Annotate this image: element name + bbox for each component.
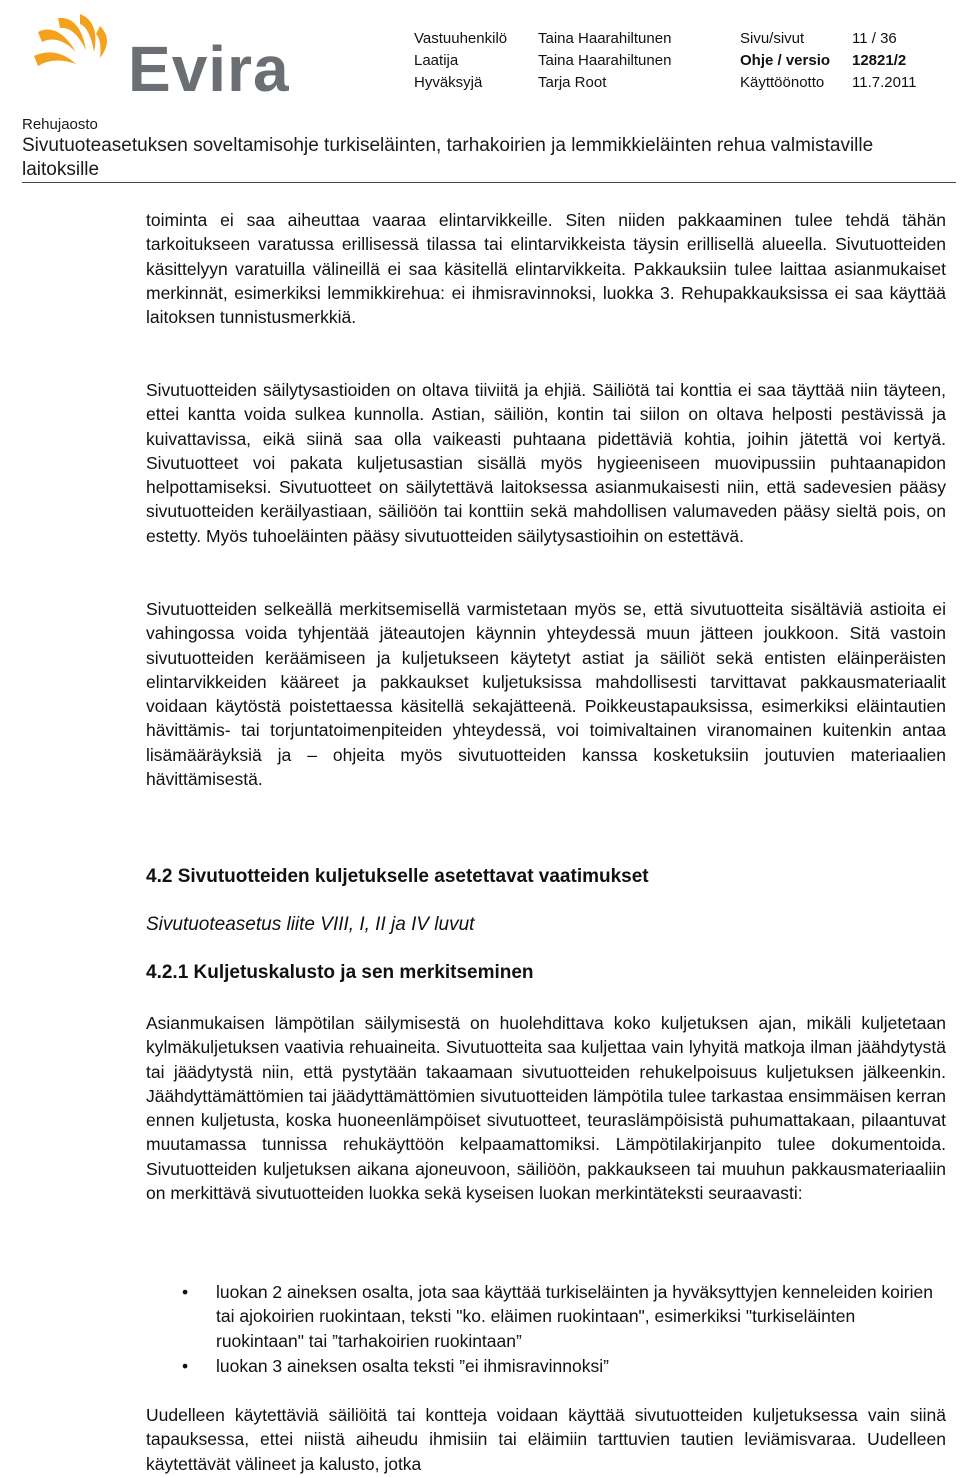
legal-reference: Sivutuoteasetus liite VIII, I, II ja IV luvut: [146, 914, 475, 935]
meta-label-responsible: Vastuuhenkilö: [414, 30, 508, 47]
paragraph-reusable-containers: Uudelleen käytettäviä säiliöitä tai kontteja voidaan käyttää sivutuotteiden kuljetuksessa vain siinä tapauksessa, ettei niistä aiheudu ihmisiin tai eläimiin tarttuvien tautien leviämisvaraa. Uudelleen käytettävät välineet ja kalusto, jotka: [146, 1405, 946, 1474]
bullet-icon: •: [182, 1355, 189, 1376]
document-title: Sivutuoteasetuksen soveltamisohje turkiseläinten, tarhakoirien ja lemmikkieläinten rehua valmistaville laitoksille: [22, 135, 874, 180]
paragraph-marking: Sivutuotteiden selkeällä merkitsemisellä varmistetaan myös se, että sivutuotteita sisältäviä astioita ei vahingossa voida tyhjentää jäteautojen käynnin yhteydessä muun jätteen joukkoon. Sitä vastoin sivutuotteiden keräämiseen ja kuljetukseen käytetyt astiat ja säiliöt sekä entisten eläinperäisten elintarvikkeiden kääreet ja pakkaukset kuljetuksissa mahdollisesti tarvittavat pakkausmateriaalit voidaan käytöstä poistettaessa käsitellä sekajätteenä. Poikkeustapauksissa, esimerkiksi eläintautien hävittämis- tai torjuntatoimenpiteiden yhteydessä, voi toimivaltainen viranomainen kuitenkin antaa lisämääräyksiä ja – ohjeita myös sivutuotteiden kanssa kosketuksiin joutuvien materiaalien hävittämisestä.: [146, 599, 946, 790]
meta-value-effective: 11.7.2011: [852, 74, 917, 91]
department: Rehujaosto: [22, 116, 98, 133]
meta-value-approver: Tarja Root: [538, 74, 607, 91]
meta-value-responsible: Taina Haarahiltunen: [538, 30, 672, 47]
bullet-icon: •: [182, 1282, 189, 1302]
label-text-list: [146, 1280, 946, 1379]
meta-labels: [414, 28, 507, 94]
meta-value-author: Taina Haarahiltunen: [538, 52, 672, 69]
meta-label-author: Laatija: [414, 52, 459, 69]
sun-icon: [28, 12, 128, 94]
meta-value-pages: 11 / 36: [852, 30, 897, 47]
logo-wordmark: Evira: [128, 33, 290, 105]
paragraph-transport: Asianmukaisen lämpötilan säilymisestä on huolehdittava koko kuljetuksen ajan, mikäli kuljetetaan kylmäkuljetuksen vaativia rehuaineita. Sivutuotteita saa kuljettaa vain lyhyitä matkoja ilman jäähdytystä tai jäädytystä niin, että pystytään takaamaan sivutuotteiden rehukelpoisuus kuljetuksen jälkeenkin. Jäähdyttämättömien tai jäädyttämättömien sivutuotteiden lämpötila tulee tarkastaa ensimmäisen kerran ennen kuljetusta, koska huoneenlämpöiset sivutuotteet, teuraslämpöisistä puhumattakaan, pilaantuvat muutamassa tunnissa rehukäyttöön kelpaamattomiksi. Lämpötilakirjanpito tulee dokumentoida. Sivutuotteiden kuljetuksen aikana ajoneuvoon, säiliöön, pakkaukseen tai muuhun pakkausmateriaaliin on merkittävä sivutuotteiden luokka sekä kyseisen luokan merkintäteksti seuraavasti:: [146, 1013, 946, 1204]
meta-values: [538, 28, 671, 94]
list-item: • luokan 3 aineksen osalta teksti ”ei ihmisravinnoksi”: [146, 1354, 946, 1378]
evira-logo: [28, 12, 290, 105]
section-heading: 4.2 Sivutuotteiden kuljetukselle asetettavat vaatimukset: [146, 866, 649, 887]
meta-label-effective: Käyttöönotto: [740, 74, 825, 91]
meta-label-pages: Sivu/sivut: [740, 30, 805, 47]
list-item: • luokan 2 aineksen osalta, jota saa käyttää turkiseläinten ja hyväksyttyjen kenneleiden koirien tai ajokoirien ruokintaan, teksti "ko. eläimen ruokintaan", esimerkiksi "turkiseläinten ruokintaan" tai ”tarhakoirien ruokintaan”: [182, 1282, 933, 1351]
meta-value-version: 12821/2: [852, 52, 907, 69]
header-divider: [22, 182, 956, 183]
meta-values-2: [852, 28, 917, 94]
paragraph-packaging: toiminta ei saa aiheuttaa vaaraa elintarvikkeille. Siten niiden pakkaaminen tulee tehdä tähän tarkoitukseen varatussa erillisessä tilassa tai elintarvikkeista täysin erillisellä alueella. Sivutuotteiden käsittelyyn varatuilla välineillä ei saa käsitellä elintarvikkeita. Pakkauksiin tulee laittaa asianmukaiset merkinnät, esimerkiksi lemmikkirehua: ei ihmisravinnoksi, luokka 3. Rehupakkauksissa ei saa käyttää laitoksen tunnistusmerkkiä.: [146, 210, 946, 328]
paragraph-storage: Sivutuotteiden säilytysastioiden on oltava tiiviitä ja ehjiä. Säiliötä tai konttia ei saa täyttää niin täyteen, ettei kantta voida sulkea kunnolla. Astian, säiliön, kontin tai siilon on oltava helposti pestävissä ja kuivattavissa, eikä siinä saa olla vaikeasti puhtaana pidettäviä kohtia, joihin jätettä voi kertyä. Sivutuotteet voi pakata kuljetusastian sisällä myös hygieeniseen muovipussiin puhtaanapidon helpottamiseksi. Sivutuotteet on säilytettävä laitoksessa asianmukaisesti niin, että sadevesien pääsy sivutuotteiden keräilyastiaan, säiliöön tai konttiin sekä mahdollisen valumaveden pääsy sieltä pois, on estetty. Myös tuhoeläinten pääsy sivutuotteiden säilytysastioihin on estettävä.: [146, 380, 946, 546]
meta-label-approver: Hyväksyjä: [414, 74, 483, 91]
meta-labels-2: [740, 28, 830, 94]
subsection-heading: 4.2.1 Kuljetuskalusto ja sen merkitseminen: [146, 962, 534, 983]
meta-label-version: Ohje / versio: [740, 52, 831, 69]
